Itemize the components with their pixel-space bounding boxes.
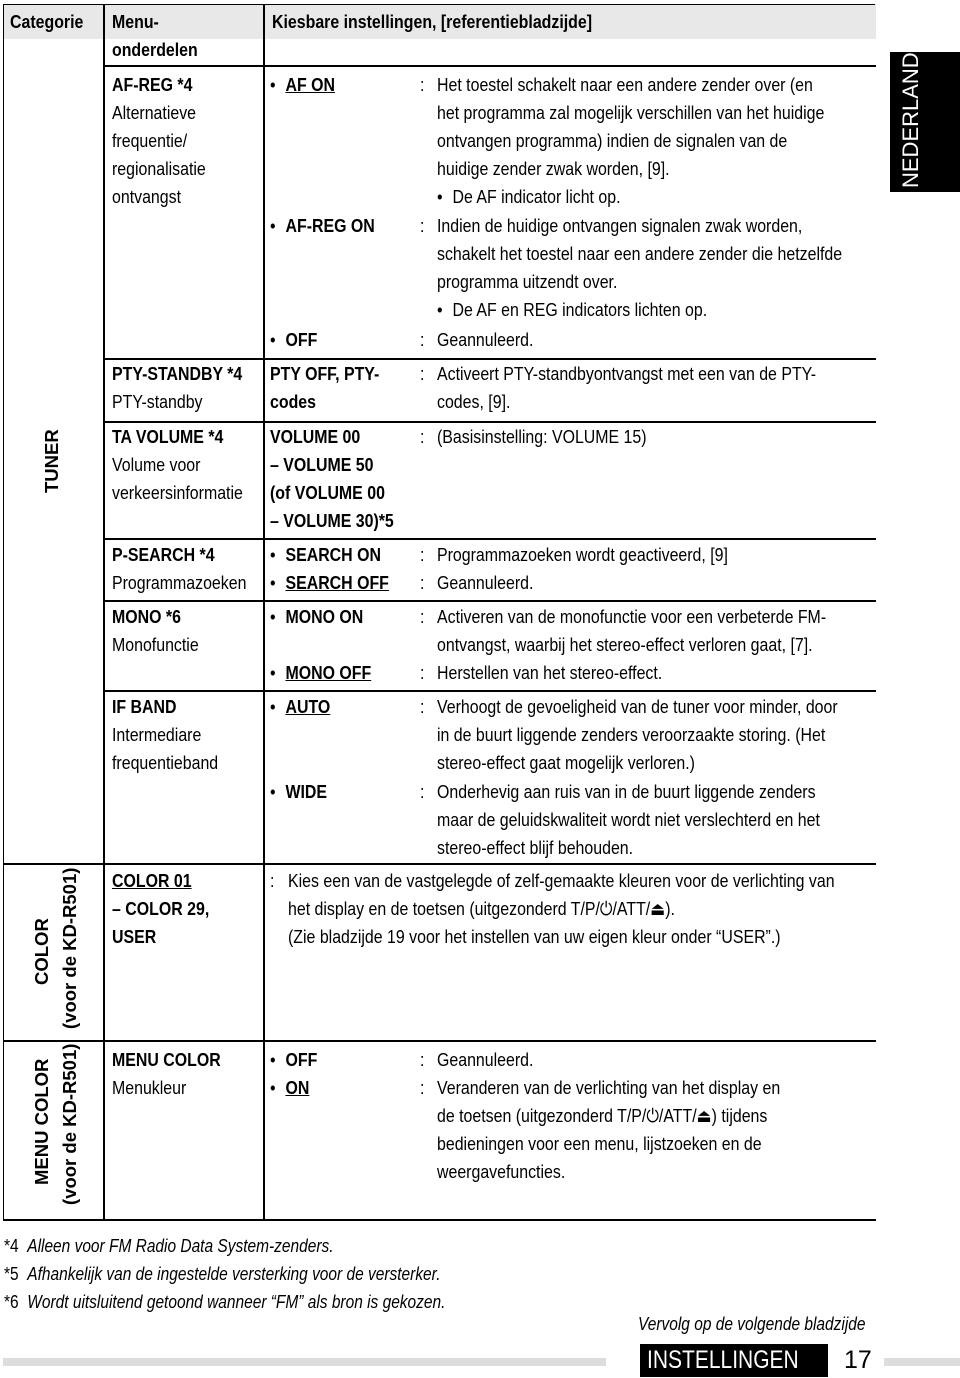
continued-note: Vervolg op de volgende bladzijde (638, 1314, 866, 1334)
desc-wide: maar de geluidskwaliteit wordt niet verslechterd en het (437, 809, 820, 830)
category-menucolor: MENU COLOR (31, 1058, 52, 1185)
colon: : (420, 662, 425, 683)
category-color: COLOR (31, 918, 52, 985)
option-auto: • AUTO (270, 693, 330, 721)
section-label: INSTELLINGEN (647, 1346, 799, 1374)
header-categorie: Categorie (10, 11, 84, 32)
col-divider-1 (103, 4, 105, 1220)
menu-ifband-title: IF BAND (112, 696, 177, 717)
row-line (3, 1040, 876, 1042)
desc-afreg-on: schakelt het toestel naar een andere zender die hetzelfde (437, 243, 843, 264)
option-mono-on: • MONO ON (270, 603, 363, 631)
colon: : (420, 329, 425, 350)
table-bottom-line (3, 1219, 876, 1221)
option-volume: (of VOLUME 00 (270, 482, 385, 503)
desc-pty: Activeert PTY-standbyontvangst met een van de PTY- (437, 363, 817, 384)
desc-menucolor-on: weergavefuncties. (437, 1161, 566, 1182)
option-afreg-on: • AF-REG ON (270, 212, 375, 240)
desc-menucolor-on: bedieningen voor een menu, lijstzoeken en de (437, 1133, 762, 1154)
option-menucolor-on: • ON (270, 1074, 309, 1102)
menu-ta-line: verkeersinformatie (112, 482, 243, 503)
footnote: *5 Afhankelijk van de ingestelde versterking voor de versterker. (4, 1264, 441, 1284)
row-line (103, 690, 876, 692)
footnote: *4 Alleen voor FM Radio Data System-zenders. (4, 1236, 334, 1256)
desc-pty: codes, [9]. (437, 391, 511, 412)
desc-volume: (Basisinstelling: VOLUME 15) (437, 426, 647, 447)
colon: : (420, 215, 425, 236)
desc-search-off: Geannuleerd. (437, 572, 534, 593)
menu-afreg-line: regionalisatie (112, 158, 206, 179)
category-tuner: TUNER (41, 429, 62, 493)
desc-af-on-note: • De AF indicator licht op. (437, 183, 621, 211)
desc-menucolor-on: Veranderen van de verlichting van het display en (437, 1077, 781, 1098)
colon: : (420, 426, 425, 447)
menu-pty-title: PTY-STANDBY *4 (112, 363, 243, 384)
menu-menucolor-line: Menukleur (112, 1077, 187, 1098)
option-pty: PTY OFF, PTY- (270, 363, 380, 384)
desc-af-on: ontvangen programma) indien de signalen van de (437, 130, 788, 151)
row-line (103, 65, 876, 67)
option-volume: – VOLUME 30)*5 (270, 510, 394, 531)
desc-menucolor-off: Geannuleerd. (437, 1049, 534, 1070)
desc-color: het display en de toetsen (uitgezonderd T/P/⏻/ATT/⏏). (288, 898, 675, 919)
desc-mono-on: ontvangst, waarbij het stereo-effect verloren gaat, [7]. (437, 634, 813, 655)
option-off: • OFF (270, 326, 317, 354)
colon: : (420, 74, 425, 95)
option-pty: codes (270, 391, 316, 412)
menu-afreg-title: AF-REG *4 (112, 74, 193, 95)
menu-pty-line: PTY-standby (112, 391, 203, 412)
desc-auto: stereo-effect gaat mogelijk verloren.) (437, 752, 695, 773)
menu-color-line: USER (112, 926, 157, 947)
footnote: *6 Wordt uitsluitend getoond wanneer “FM” als bron is gekozen. (4, 1292, 446, 1312)
desc-af-on: huidige zender zwak worden, [9]. (437, 158, 670, 179)
menu-mono-line: Monofunctie (112, 634, 199, 655)
desc-color: Kies een van de vastgelegde of zelf-gemaakte kleuren voor de verlichting van (288, 870, 835, 891)
footer-rule-right (884, 1358, 960, 1366)
option-mono-off: • MONO OFF (270, 659, 371, 687)
menu-ta-line: Volume voor (112, 454, 201, 475)
desc-afreg-on: Indien de huidige ontvangen signalen zwak worden, (437, 215, 803, 236)
option-volume: VOLUME 00 (270, 426, 361, 447)
menu-color-title: COLOR 01 (112, 870, 192, 891)
option-af-on: • AF ON (270, 71, 335, 99)
desc-wide: stereo-effect blijf behouden. (437, 837, 634, 858)
colon: : (420, 1077, 425, 1098)
option-search-off: • SEARCH OFF (270, 569, 389, 597)
menu-ifband-line: frequentieband (112, 752, 219, 773)
option-menucolor-off: • OFF (270, 1046, 317, 1074)
desc-off: Geannuleerd. (437, 329, 534, 350)
category-menucolor-note: (voor de KD-R501) (59, 1043, 80, 1205)
header-menu: onderdelen (112, 39, 198, 60)
language-tab-label: NEDERLANDS (898, 37, 923, 188)
colon: : (420, 1049, 425, 1070)
menu-mono-title: MONO *6 (112, 606, 181, 627)
menu-psearch-line: Programmazoeken (112, 572, 247, 593)
desc-search-on: Programmazoeken wordt geactiveerd, [9] (437, 544, 728, 565)
colon: : (420, 363, 425, 384)
desc-afreg-on-note: • De AF en REG indicators lichten op. (437, 296, 707, 324)
header-menu: Menu- (112, 11, 159, 32)
colon: : (420, 696, 425, 717)
desc-mono-off: Herstellen van het stereo-effect. (437, 662, 663, 683)
menu-color-line: – COLOR 29, (112, 898, 210, 919)
menu-afreg-line: frequentie/ (112, 130, 188, 151)
colon: : (420, 544, 425, 565)
colon: : (420, 572, 425, 593)
menu-afreg-line: Alternatieve (112, 102, 197, 123)
desc-menucolor-on: de toetsen (uitgezonderd T/P/⏻/ATT/⏏) tijdens (437, 1105, 768, 1126)
header-settings: Kiesbare instellingen, [referentiebladzijde] (272, 11, 593, 32)
colon: : (270, 870, 275, 891)
menu-psearch-title: P-SEARCH *4 (112, 544, 215, 565)
menu-afreg-line: ontvangst (112, 186, 182, 207)
menu-ifband-line: Intermediare (112, 724, 202, 745)
colon: : (420, 781, 425, 802)
option-wide: • WIDE (270, 778, 327, 806)
category-color-note: (voor de KD-R501) (59, 867, 80, 1029)
desc-color: (Zie bladzijde 19 voor het instellen van uw eigen kleur onder “USER”.) (288, 926, 781, 947)
desc-af-on: het programma zal mogelijk verschillen van het huidige (437, 102, 825, 123)
footer-rule (3, 1358, 606, 1366)
page-number: 17 (844, 1346, 872, 1374)
desc-wide: Onderhevig aan ruis van in de buurt liggende zenders (437, 781, 816, 802)
row-line (103, 538, 876, 540)
row-line (3, 863, 876, 865)
desc-mono-on: Activeren van de monofunctie voor een verbeterde FM- (437, 606, 827, 627)
colon: : (420, 606, 425, 627)
menu-ta-title: TA VOLUME *4 (112, 426, 224, 447)
row-line (103, 600, 876, 602)
desc-auto: Verhoogt de gevoeligheid van de tuner voor minder, door (437, 696, 838, 717)
desc-auto: in de buurt liggende zenders veroorzaakte storing. (Het (437, 724, 826, 745)
option-volume: – VOLUME 50 (270, 454, 374, 475)
col-divider-2 (263, 4, 265, 1220)
menu-menucolor-title: MENU COLOR (112, 1049, 221, 1070)
option-search-on: • SEARCH ON (270, 541, 381, 569)
desc-af-on: Het toestel schakelt naar een andere zender over (en (437, 74, 813, 95)
desc-afreg-on: programma uitzendt over. (437, 271, 618, 292)
